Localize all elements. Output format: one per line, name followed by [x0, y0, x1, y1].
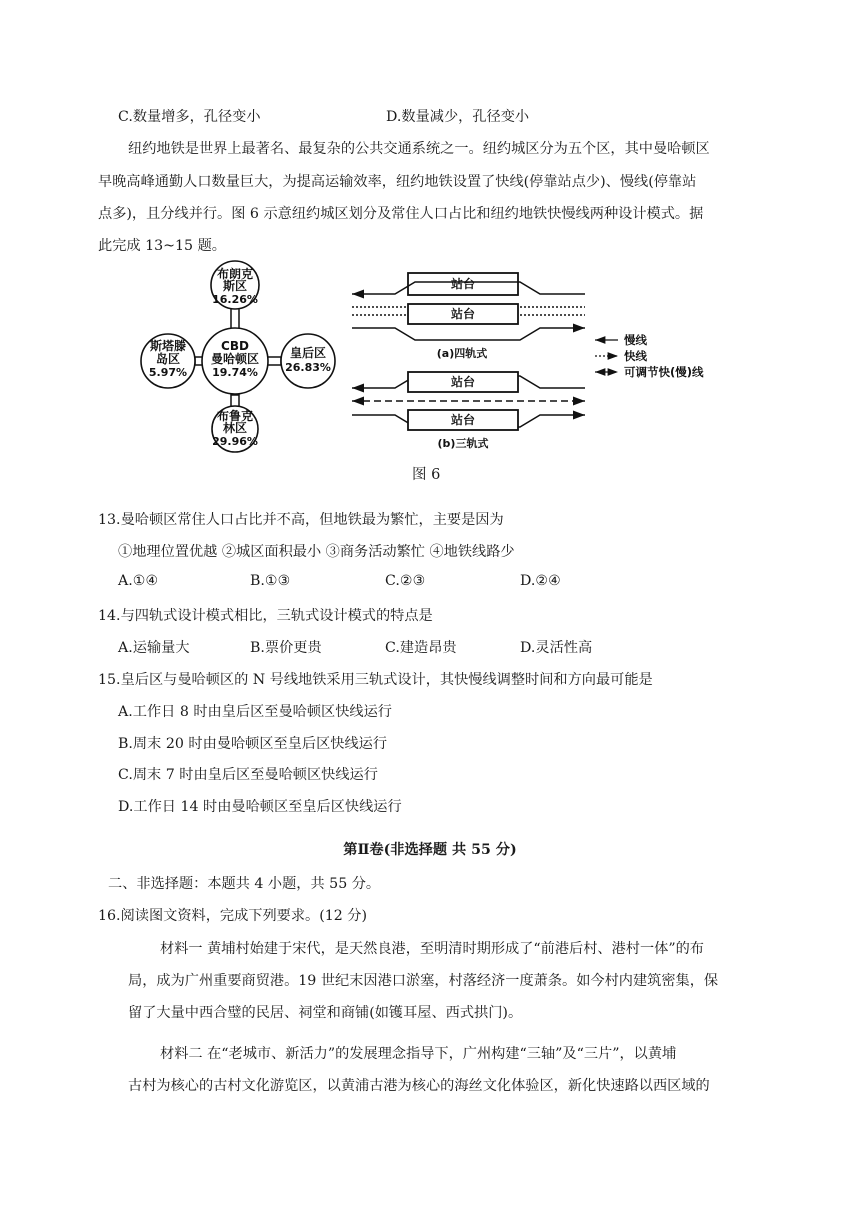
brooklyn-name-1: 布鲁克 [216, 409, 254, 423]
q16-stem: 16.阅读图文资料，完成下列要求。(12 分) [98, 908, 368, 924]
q13-option-d: D.②④ [520, 573, 561, 589]
q13-option-b: B.①③ [250, 573, 291, 589]
q16-material1-line1: 材料一 黄埔村始建于宋代，是天然良港，至明清时期形成了“前港后村、港村一体”的布 [160, 941, 704, 957]
q14-option-d: D.灵活性高 [520, 640, 593, 656]
intro-line-3: 点多)，且分线并行。图 6 示意纽约城区划分及常住人口占比和纽约地铁快慢线两种设计模式。据 [98, 206, 704, 222]
district-staten-island [141, 334, 195, 388]
legend-slow: 慢线 [624, 333, 647, 347]
manhattan-name-2: 曼哈顿区 [210, 352, 260, 366]
q15-stem: 15.皇后区与曼哈顿区的 N 号线地铁采用三轨式设计，其快慢线调整时间和方向最可能是 [98, 672, 653, 688]
q13-items: ①地理位置优越 ②城区面积最小 ③商务活动繁忙 ④地铁线路少 [118, 544, 515, 560]
q15-option-d: D.工作日 14 时由曼哈顿区至皇后区快线运行 [118, 799, 402, 815]
queens-name: 皇后区 [289, 346, 327, 360]
q12-option-d: D.数量减少，孔径变小 [386, 109, 530, 125]
q16-material2-line1: 材料二 在“老城市、新活力”的发展理念指导下，广州构建“三轴”及“三片”，以黄埔 [160, 1046, 677, 1062]
bronx-pct: 16.26% [212, 293, 258, 306]
legend [595, 340, 618, 372]
q13-option-c: C.②③ [385, 573, 426, 589]
legend-adjustable: 可调节快(慢)线 [624, 365, 704, 379]
legend-fast: 快线 [624, 349, 647, 363]
intro-line-4: 此完成 13~15 题。 [98, 238, 226, 254]
district-manhattan [202, 328, 268, 394]
staten-name-1: 斯塔滕 [149, 339, 187, 353]
q16-material1-line2: 局，成为广州重要商贸港。19 世纪末因港口淤塞，村落经济一度萧条。如今村内建筑密集，保 [128, 973, 719, 989]
staten-name-2: 岛区 [155, 352, 181, 366]
district-queens [281, 334, 335, 388]
bronx-name-2: 斯区 [222, 279, 248, 293]
queens-pct: 26.83% [285, 361, 331, 374]
manhattan-name-1: CBD [221, 339, 249, 353]
q12-option-c: C.数量增多，孔径变小 [118, 109, 261, 125]
platform-a-bottom: 站台 [450, 307, 476, 321]
platform-b-top: 站台 [450, 375, 476, 389]
mode-b-label: (b)三轨式 [437, 437, 489, 450]
platform-b-bottom: 站台 [450, 413, 476, 427]
intro-line-1: 纽约地铁是世界上最著名、最复杂的公共交通系统之一。纽约城区分为五个区，其中曼哈顿区 [128, 141, 710, 157]
figure-6 [130, 258, 730, 458]
q15-option-c: C.周末 7 时由皇后区至曼哈顿区快线运行 [118, 767, 378, 783]
brooklyn-pct: 29.96% [212, 435, 258, 448]
q13-option-a: A.①④ [118, 573, 159, 589]
brooklyn-name-2: 林区 [222, 421, 248, 435]
q13-stem: 13.曼哈顿区常住人口占比并不高，但地铁最为繁忙，主要是因为 [98, 512, 504, 528]
q16-material1-line3: 留了大量中西合璧的民居、祠堂和商铺(如镬耳屋、西式拱门)。 [128, 1005, 523, 1021]
q14-option-c: C.建造昂贵 [385, 640, 457, 656]
q15-option-b: B.周末 20 时由曼哈顿区至皇后区快线运行 [118, 736, 388, 752]
district-bronx [211, 261, 259, 309]
q14-option-b: B.票价更贵 [250, 640, 322, 656]
part2-title: 第Ⅱ卷(非选择题 共 55 分) [343, 842, 517, 858]
q16-material2-line2: 古村为核心的古村文化游览区，以黄浦古港为核心的海丝文化体验区，新化快速路以西区域的 [128, 1078, 710, 1094]
q14-option-a: A.运输量大 [118, 640, 190, 656]
platform-a-top: 站台 [450, 277, 476, 291]
district-brooklyn [212, 406, 258, 452]
figure-caption: 图 6 [412, 467, 441, 483]
intro-line-2: 早晚高峰通勤人口数量巨大，为提高运输效率，纽约地铁设置了快线(停靠站点少)、慢线(停靠站 [98, 174, 697, 190]
q14-stem: 14.与四轨式设计模式相比，三轨式设计模式的特点是 [98, 608, 433, 624]
manhattan-pct: 19.74% [212, 366, 258, 379]
bronx-name-1: 布朗克 [216, 267, 254, 281]
staten-pct: 5.97% [148, 366, 188, 379]
q15-option-a: A.工作日 8 时由皇后区至曼哈顿区快线运行 [118, 704, 392, 720]
mode-a-label: (a)四轨式 [436, 347, 488, 360]
part2-intro: 二、非选择题：本题共 4 小题，共 55 分。 [108, 876, 381, 892]
